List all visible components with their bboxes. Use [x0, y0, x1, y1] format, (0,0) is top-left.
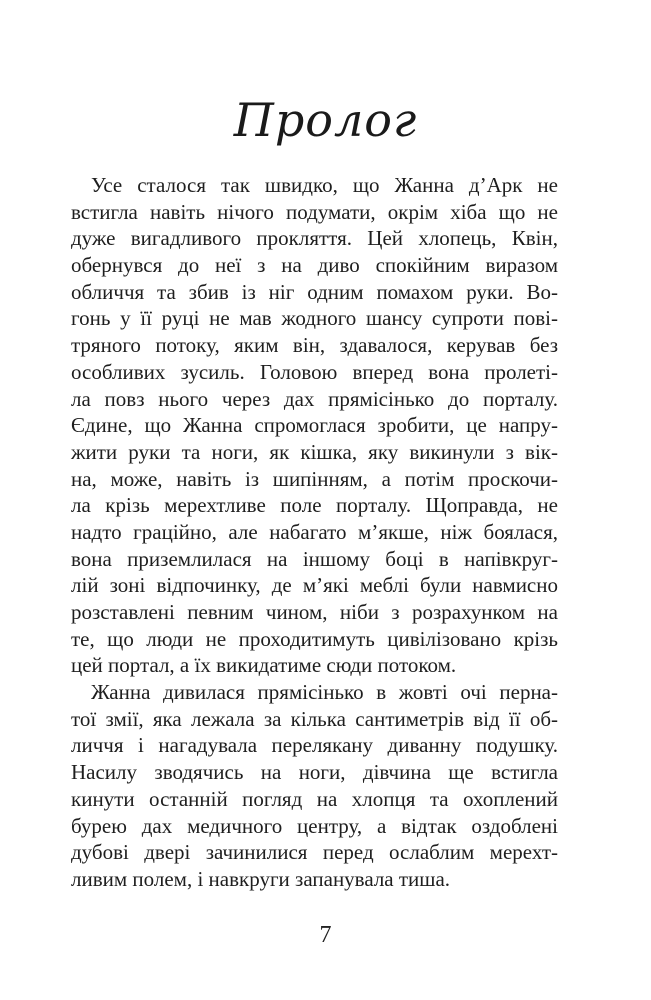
text-line: те, що люди не проходитимуть цивілізовано крізь: [71, 626, 558, 651]
text-line: ливим полем, і навкруги запанувала тиша.: [71, 866, 451, 891]
text-line: Жанна дивилася прямісінько в жовті очі перна-: [91, 680, 558, 705]
text-line: Єдине, що Жанна спромоглася зробити, це напру-: [71, 413, 558, 438]
text-line: кинути останній погляд на хлопця та охоплений: [71, 786, 558, 811]
text-line: особливих зусиль. Головою вперед вона пролеті-: [71, 359, 558, 384]
text-line: надто граційно, але набагато м’якше, ніж боялася,: [71, 519, 558, 544]
text-line: ла крізь мерехтливе поле порталу. Щоправда, не: [71, 493, 558, 518]
chapter-title: Пролог: [233, 93, 418, 147]
page-number: 7: [319, 922, 332, 948]
text-line: обличчя та збив із ніг одним помахом руки. Во-: [71, 279, 558, 304]
text-line: бурею дах медичного центру, а відтак оздоблені: [71, 813, 558, 838]
text-line: розставлені певним чином, ніби з розрахунком на: [71, 600, 558, 624]
text-line: жити руки та ноги, як кішка, яку викинули з вік-: [71, 439, 558, 464]
text-line: дуже вигадливого прокляття. Цей хлопець, Квін,: [71, 226, 558, 251]
text-line: гонь у її руці не мав жодного шансу супроти пові-: [71, 306, 558, 331]
text-line: лій зоні відпочинку, де м’які меблі були навмисно: [71, 573, 558, 598]
text-line: ла повз нього через дах прямісінько до порталу.: [71, 386, 558, 411]
text-line: дубові двері зачинилися перед ослаблим мерехт-: [71, 840, 558, 865]
text-line: на, може, навіть із шипінням, а потім проскочи-: [71, 466, 558, 491]
text-line: Усе сталося так швидко, що Жанна д’Арк не: [91, 173, 558, 197]
text-line: обернувся до неї з на диво спокійним виразом: [71, 253, 558, 278]
body-text: [71, 172, 558, 893]
text-line: вона приземлилася на іншому боці в напівкруг-: [71, 546, 558, 571]
text-line: Насилу зводячись на ноги, дівчина ще встигла: [71, 760, 558, 785]
text-line: личчя і нагадувала перелякану диванну подушку.: [71, 733, 558, 758]
text-line: тої змії, яка лежала за кілька сантиметрів від її об-: [71, 706, 558, 731]
text-line: встигла навіть нічого подумати, окрім хіба що не: [71, 199, 558, 224]
text-line: цей портал, а їх викидатиме сюди потоком.: [71, 653, 457, 678]
text-line: тряного потоку, яким він, здавалося, керував без: [71, 333, 558, 358]
